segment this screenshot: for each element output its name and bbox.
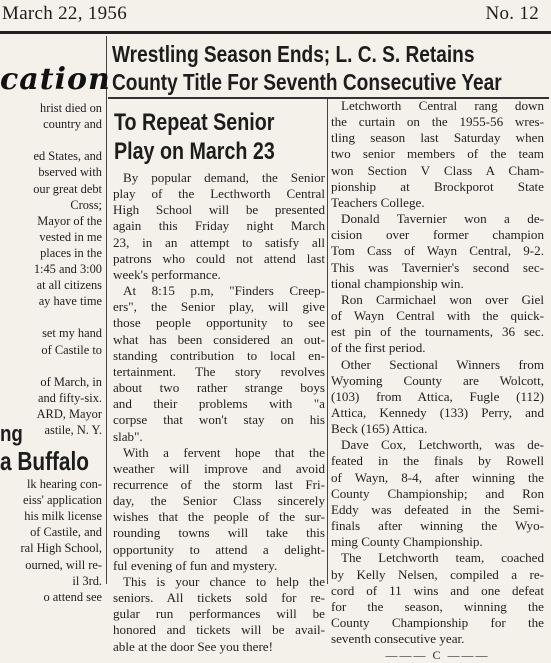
article-line: At 8:15 p.m, "Finders Creep- (123, 283, 325, 299)
article-line: Tom Cass of Wayn Central, 9-2. (331, 243, 544, 259)
article-line: Beck (165) Attica. (331, 421, 428, 437)
play-article-headline (114, 108, 275, 166)
article-line: opportunity to attend a delight- (113, 541, 325, 557)
left-column (0, 36, 111, 604)
article-line: Other Sectional Winners from (341, 356, 544, 372)
article-line: two senior members of the team (331, 146, 544, 162)
left-text-line: vested in me (39, 229, 102, 244)
left-text-line: astile, N. Y. (44, 423, 102, 437)
article-line: Wyoming County are Wolcott, (331, 372, 544, 388)
article-line: of Wayn Central with the quick- (331, 308, 544, 324)
article-line: rounding towns will take this (113, 525, 325, 541)
article-line: about two rather strange boys (113, 380, 325, 396)
article-line: patrons who could not attend last (113, 250, 325, 266)
article-line: feated in the finals by Rowell (331, 453, 544, 469)
article-line: standing contribution to local en- (113, 347, 325, 363)
article-line: Attica, Kennedy (133) Perry, and (331, 404, 544, 420)
article-line: those people opportunity to see (113, 315, 325, 331)
left-heading: cation (0, 62, 111, 97)
issue-date: March 22, 1956 (2, 3, 128, 24)
article-line: wishes that the people of the sur- (113, 509, 325, 525)
article-end-mark: ——— C ——— (385, 648, 490, 663)
left-text-line: of March, in (40, 374, 102, 389)
left-heading-3: a Buffalo (0, 446, 89, 476)
left-text-line: ed States, and (33, 149, 102, 164)
article-line: pionship at Brockporot State (331, 178, 544, 194)
article-line: play of the Lecthworth Central (113, 186, 325, 202)
article-line: This is your chance to help the (123, 573, 325, 589)
article-line: ful evening of fun and mystery. (113, 557, 278, 573)
article-line: won Section V Class A Cham- (331, 162, 544, 178)
article-line: of the first period. (331, 340, 426, 356)
article-line: ming County Championship. (331, 534, 483, 550)
column-divider-right (327, 99, 328, 584)
left-text-line: and fifty-six. (37, 390, 102, 405)
left-text-line: at all citizens (36, 278, 102, 293)
article-line: cision over former champion (331, 227, 544, 243)
left-text-line: ay have time (38, 294, 102, 309)
article-line: County Championship for the (331, 615, 544, 630)
article-line: seniors. All tickets sold for re- (113, 590, 325, 606)
left-text-line: lk hearing con- (26, 477, 102, 491)
article-line: Ron Carmichael won over Giel (341, 291, 544, 307)
left-text-line: ARD, Mayor (36, 406, 102, 421)
column-divider-left (106, 36, 107, 584)
left-text-line: set my hand (42, 326, 102, 341)
article-line: This was Tavernier's second sec- (331, 259, 544, 275)
article-line: able at the door See you there! (113, 638, 273, 654)
masthead (0, 0, 551, 30)
article-line: corpse that won't stay on his (113, 412, 325, 428)
left-text-line: eiss' application (23, 493, 102, 508)
left-text-line: o attend see (43, 589, 102, 604)
article-line: The Letchworth team, coached (341, 550, 544, 566)
article-line: honored and tickets will be avail- (113, 622, 325, 638)
left-heading-2: ng (0, 421, 23, 446)
article-line: weather will improve and avoid (113, 460, 325, 476)
left-text-line: Cross; (70, 197, 102, 212)
article-line: tional championship win. (331, 275, 464, 291)
article-line: cord of 11 wins and one defeat (331, 582, 544, 598)
article-line: Eddy was defeated in the Semi- (331, 501, 544, 517)
article-line: and their problems with "a (113, 396, 325, 412)
main-headline-line-2: County Title For Seventh Consecutive Year (112, 69, 502, 95)
left-text-line: 1:45 and 3:00 (33, 262, 102, 276)
article-line: finals after winning the Wyo- (331, 518, 544, 534)
article-line: Teachers College. (331, 194, 425, 210)
main-headline-line-1: Wrestling Season Ends; L. C. S. Retains (112, 41, 475, 67)
play-headline-line-2: Play on March 23 (114, 138, 275, 165)
article-line: County Championship; and Ron (331, 485, 544, 501)
left-text-line: places in the (40, 245, 102, 260)
article-line: 23, in an attempt to satisfy all (113, 234, 325, 250)
left-text-line: ral High School, (20, 541, 102, 556)
article-line: the curtain on the 1955-56 wres- (331, 114, 544, 130)
article-line: week's performance. (113, 266, 221, 282)
left-text-line: of Castile, and (30, 525, 102, 540)
article-line: for the season, winning the (331, 598, 544, 614)
article-line: tertainment. The story revolves (113, 363, 325, 379)
article-line: High School will be presented (113, 202, 325, 218)
article-line: (103) from Attica, Fugle (112) (331, 388, 544, 404)
article-line: seventh consecutive year. (331, 631, 465, 647)
article-line: By popular demand, the Senior (123, 170, 325, 185)
article-line: by Kelly Nelsen, compiled a re- (331, 566, 544, 582)
left-text-line: his milk license (24, 509, 102, 524)
left-text-line: country and (43, 117, 102, 132)
article-line: gular run performances will be (113, 606, 325, 622)
left-text-line: of Castile to (41, 342, 102, 357)
article-line: day, the Senior Class sincerely (113, 493, 325, 509)
article-line: slab". (113, 428, 143, 444)
article-line: again this Friday night March (113, 218, 325, 234)
left-text-line: hrist died on (40, 101, 102, 115)
masthead-rule (0, 31, 551, 34)
left-text-line: Mayor of the (37, 213, 102, 228)
article-line: With a fervent hope that the (123, 444, 325, 460)
article-line: Dave Cox, Letchworth, was de- (341, 437, 544, 453)
left-text-line: ourned, will re- (25, 557, 102, 572)
article-line: est pin of the tournaments, 36 sec. (331, 324, 544, 340)
issue-number: No. 12 (485, 3, 539, 24)
article-line: of Wayn, 8-4, after winning the (331, 469, 544, 485)
article-line: Donald Tavernier won a de- (341, 211, 544, 227)
article-line: recurrence of the storm last Fri- (113, 476, 325, 492)
left-text-line: il 3rd. (72, 573, 102, 588)
main-headline (112, 40, 502, 96)
left-text-line: bserved with (38, 165, 102, 180)
article-line: what has been considered an out- (113, 331, 325, 347)
play-article-body (113, 170, 325, 655)
article-line: tling season last Saturday when (331, 130, 544, 146)
left-text-line: our great debt (33, 181, 102, 196)
article-line: ers", the Senior play, will give (113, 299, 325, 315)
article-line: Letchworth Central rang down (341, 98, 544, 113)
wrestling-article-body (331, 98, 544, 663)
play-headline-line-1: To Repeat Senior (114, 109, 275, 136)
